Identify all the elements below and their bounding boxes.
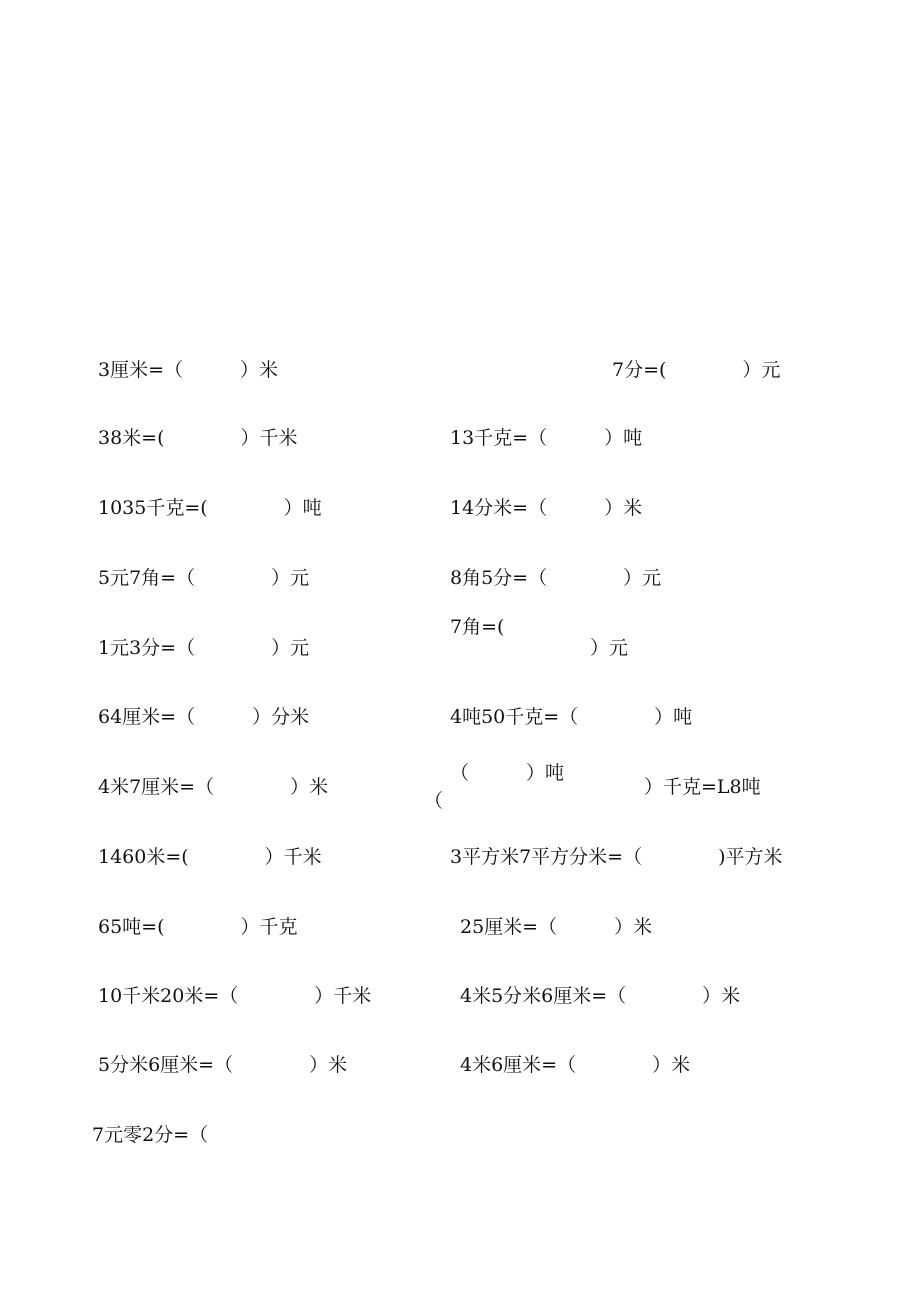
problem-left-9: 65吨=( ）千克 — [98, 916, 298, 938]
problem-left-11: 5分米6厘米=（ ）米 — [98, 1054, 348, 1076]
problem-right-5-part-1: 7角=( — [450, 616, 505, 638]
problem-right-3: 14分米=（ ）米 — [450, 497, 643, 519]
problem-right-9: 25厘米=（ ）米 — [460, 916, 653, 938]
problem-right-5-part-2: ）元 — [590, 637, 629, 659]
problem-left-6: 64厘米=（ ）分米 — [98, 706, 310, 728]
problem-right-7-fragment-2: （ — [424, 790, 444, 812]
problem-left-1: 3厘米=（ ）米 — [98, 359, 279, 381]
problem-left-5: 1元3分=（ ）元 — [98, 637, 310, 659]
problem-right-1: 7分=( ）元 — [612, 359, 781, 381]
problem-left-7: 4米7厘米=（ ）米 — [98, 776, 329, 798]
problem-left-2: 38米=( ）千米 — [98, 427, 298, 449]
problem-left-3: 1035千克=( ）吨 — [98, 497, 322, 519]
problem-left-12: 7元零2分=（ — [92, 1124, 209, 1146]
problem-right-6: 4吨50千克=（ ）吨 — [450, 706, 693, 728]
problem-left-4: 5元7角=（ ）元 — [98, 567, 310, 589]
problem-right-2: 13千克=（ ）吨 — [450, 427, 643, 449]
problem-right-7-fragment-3: ）千克=L8吨 — [644, 776, 761, 798]
problem-right-7-fragment-1: （ ）吨 — [450, 762, 565, 784]
problem-right-4: 8角5分=（ ）元 — [450, 567, 662, 589]
problem-right-8: 3平方米7平方分米=（ )平方米 — [450, 846, 783, 868]
problem-right-10: 4米5分米6厘米=（ ）米 — [460, 985, 741, 1007]
problem-right-11: 4米6厘米=（ ）米 — [460, 1054, 691, 1076]
problem-left-8: 1460米=( ）千米 — [98, 846, 322, 868]
problem-left-10: 10千米20米=（ ）千米 — [98, 985, 372, 1007]
